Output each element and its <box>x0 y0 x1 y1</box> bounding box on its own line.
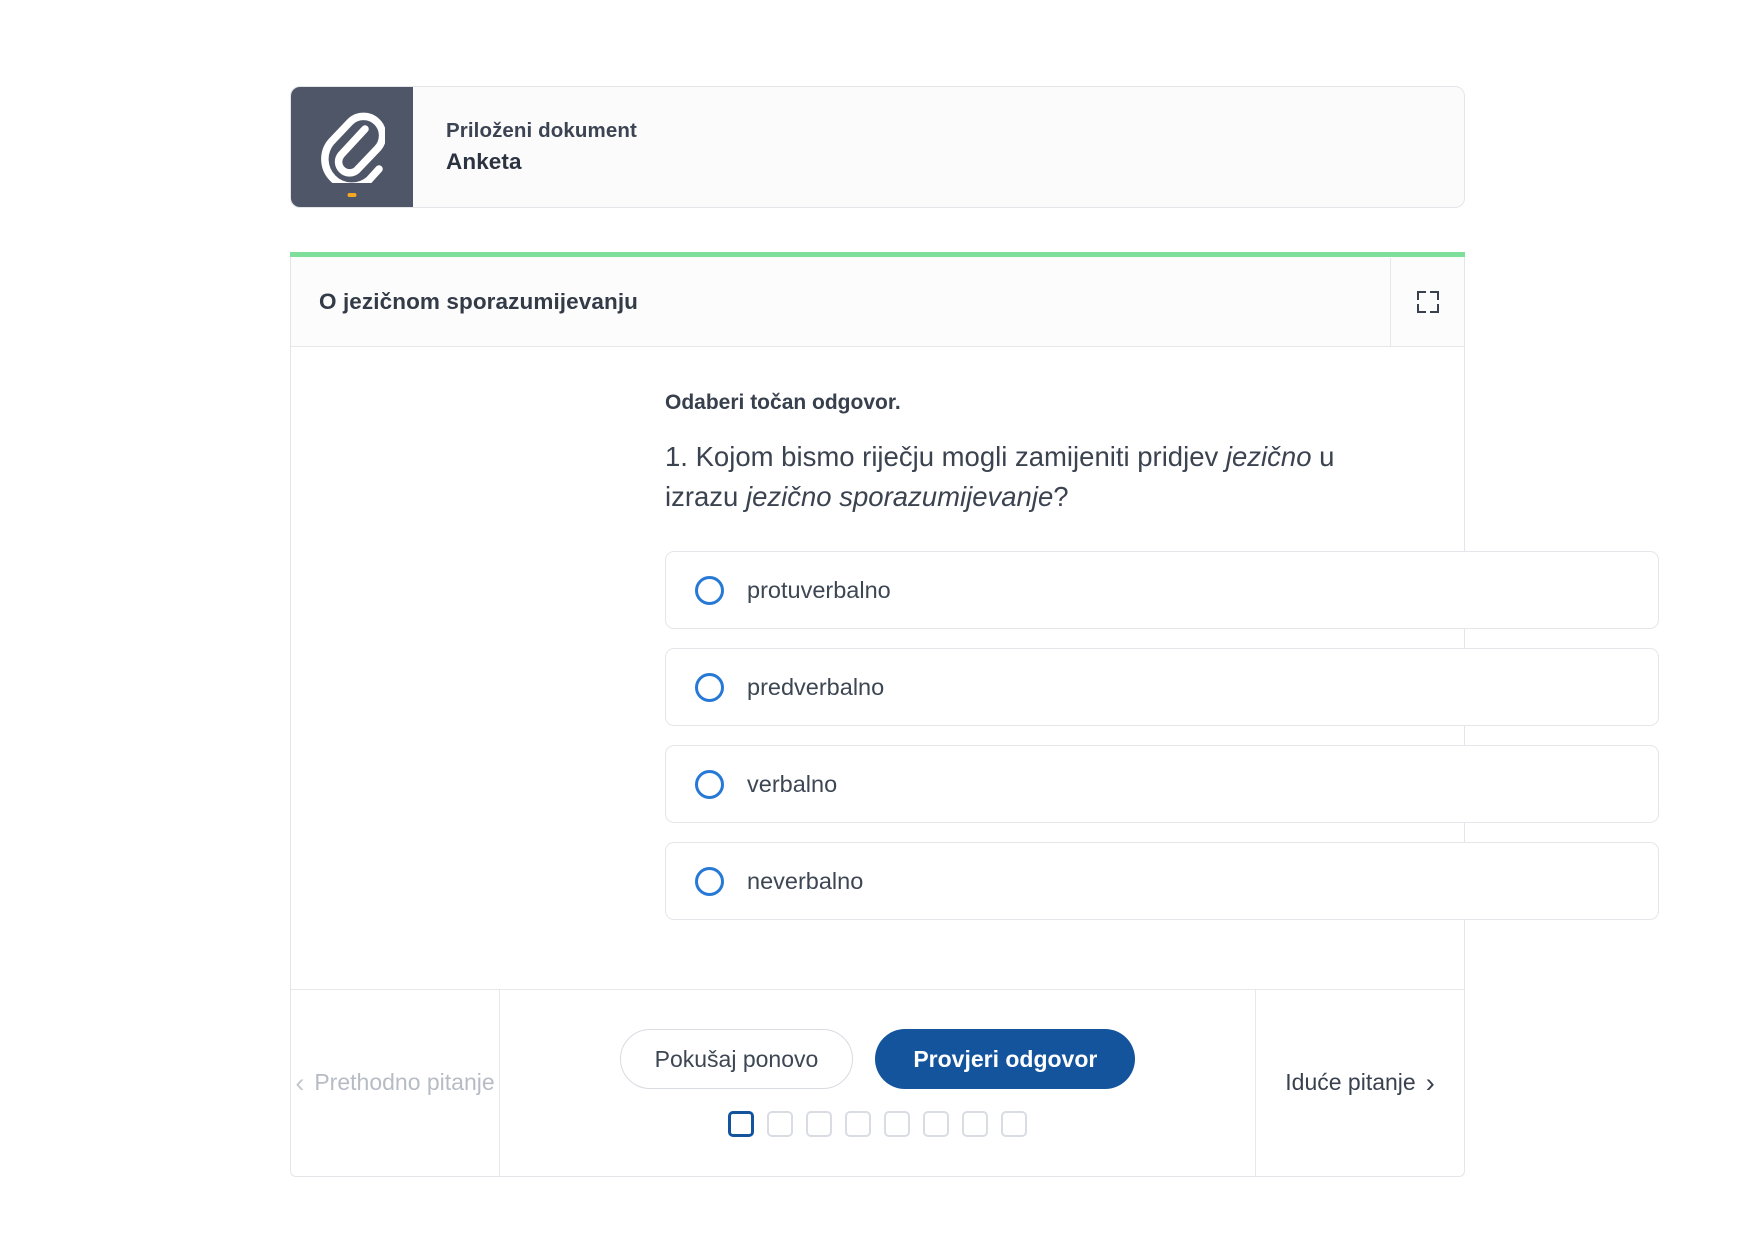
option-label: verbalno <box>747 770 838 797</box>
pager-dot[interactable] <box>884 1111 910 1137</box>
retry-button[interactable]: Pokušaj ponovo <box>620 1029 854 1089</box>
radio-icon[interactable] <box>695 576 724 605</box>
previous-question-label: Prethodno pitanje <box>314 1069 495 1096</box>
quiz-body <box>291 347 1464 920</box>
pager-dot[interactable] <box>728 1111 754 1137</box>
quiz-title: O jezičnom sporazumijevanju <box>319 288 639 314</box>
next-question-button[interactable] <box>1255 990 1464 1176</box>
footer-center <box>500 990 1255 1176</box>
pager-dot[interactable] <box>923 1111 949 1137</box>
question-emphasis-2: jezično sporazumijevanje <box>746 481 1054 513</box>
option-label: predverbalno <box>747 673 885 700</box>
next-question-label: Iduće pitanje <box>1285 1069 1416 1096</box>
quiz-accent-bar <box>290 252 1465 257</box>
question-part-2: u izrazu <box>665 441 1335 513</box>
attachment-title: Anketa <box>446 149 522 174</box>
pager-dot[interactable] <box>806 1111 832 1137</box>
option-row[interactable] <box>665 551 1659 629</box>
radio-icon[interactable] <box>695 770 724 799</box>
quiz-header <box>291 257 1464 347</box>
question-pager <box>728 1111 1027 1137</box>
option-label: protuverbalno <box>747 576 891 603</box>
pager-dot[interactable] <box>1001 1111 1027 1137</box>
footer-buttons <box>620 1029 1136 1089</box>
pager-dot[interactable] <box>767 1111 793 1137</box>
attachment-label: Priloženi dokument <box>446 119 637 142</box>
chevron-left-icon: ‹ <box>295 1067 305 1098</box>
paperclip-icon <box>291 87 413 207</box>
option-row[interactable] <box>665 745 1659 823</box>
option-label: neverbalno <box>747 867 864 894</box>
pager-dot[interactable] <box>845 1111 871 1137</box>
radio-icon[interactable] <box>695 673 724 702</box>
options-list <box>291 517 1464 920</box>
question-text <box>291 415 1464 517</box>
instruction-text: Odaberi točan odgovor. <box>665 391 901 414</box>
question-emphasis-1: jezično <box>1225 441 1312 472</box>
question-part-3: ? <box>1053 481 1069 513</box>
fullscreen-button[interactable] <box>1390 258 1464 346</box>
attachment-status-marker <box>348 193 357 197</box>
option-row[interactable] <box>665 842 1659 920</box>
check-answer-button[interactable]: Provjeri odgovor <box>875 1029 1135 1089</box>
quiz-card <box>290 257 1465 1177</box>
radio-icon[interactable] <box>695 867 724 896</box>
pager-dot[interactable] <box>962 1111 988 1137</box>
chevron-right-icon: › <box>1425 1067 1435 1098</box>
fullscreen-icon <box>1417 291 1439 313</box>
attachment-text <box>413 87 637 207</box>
quiz-footer <box>291 989 1464 1176</box>
option-row[interactable] <box>665 648 1659 726</box>
question-part-1: 1. Kojom bismo riječju mogli zamijeniti pridjev <box>665 441 1226 472</box>
previous-question-button[interactable] <box>291 990 500 1176</box>
attached-document-card[interactable] <box>290 86 1465 208</box>
